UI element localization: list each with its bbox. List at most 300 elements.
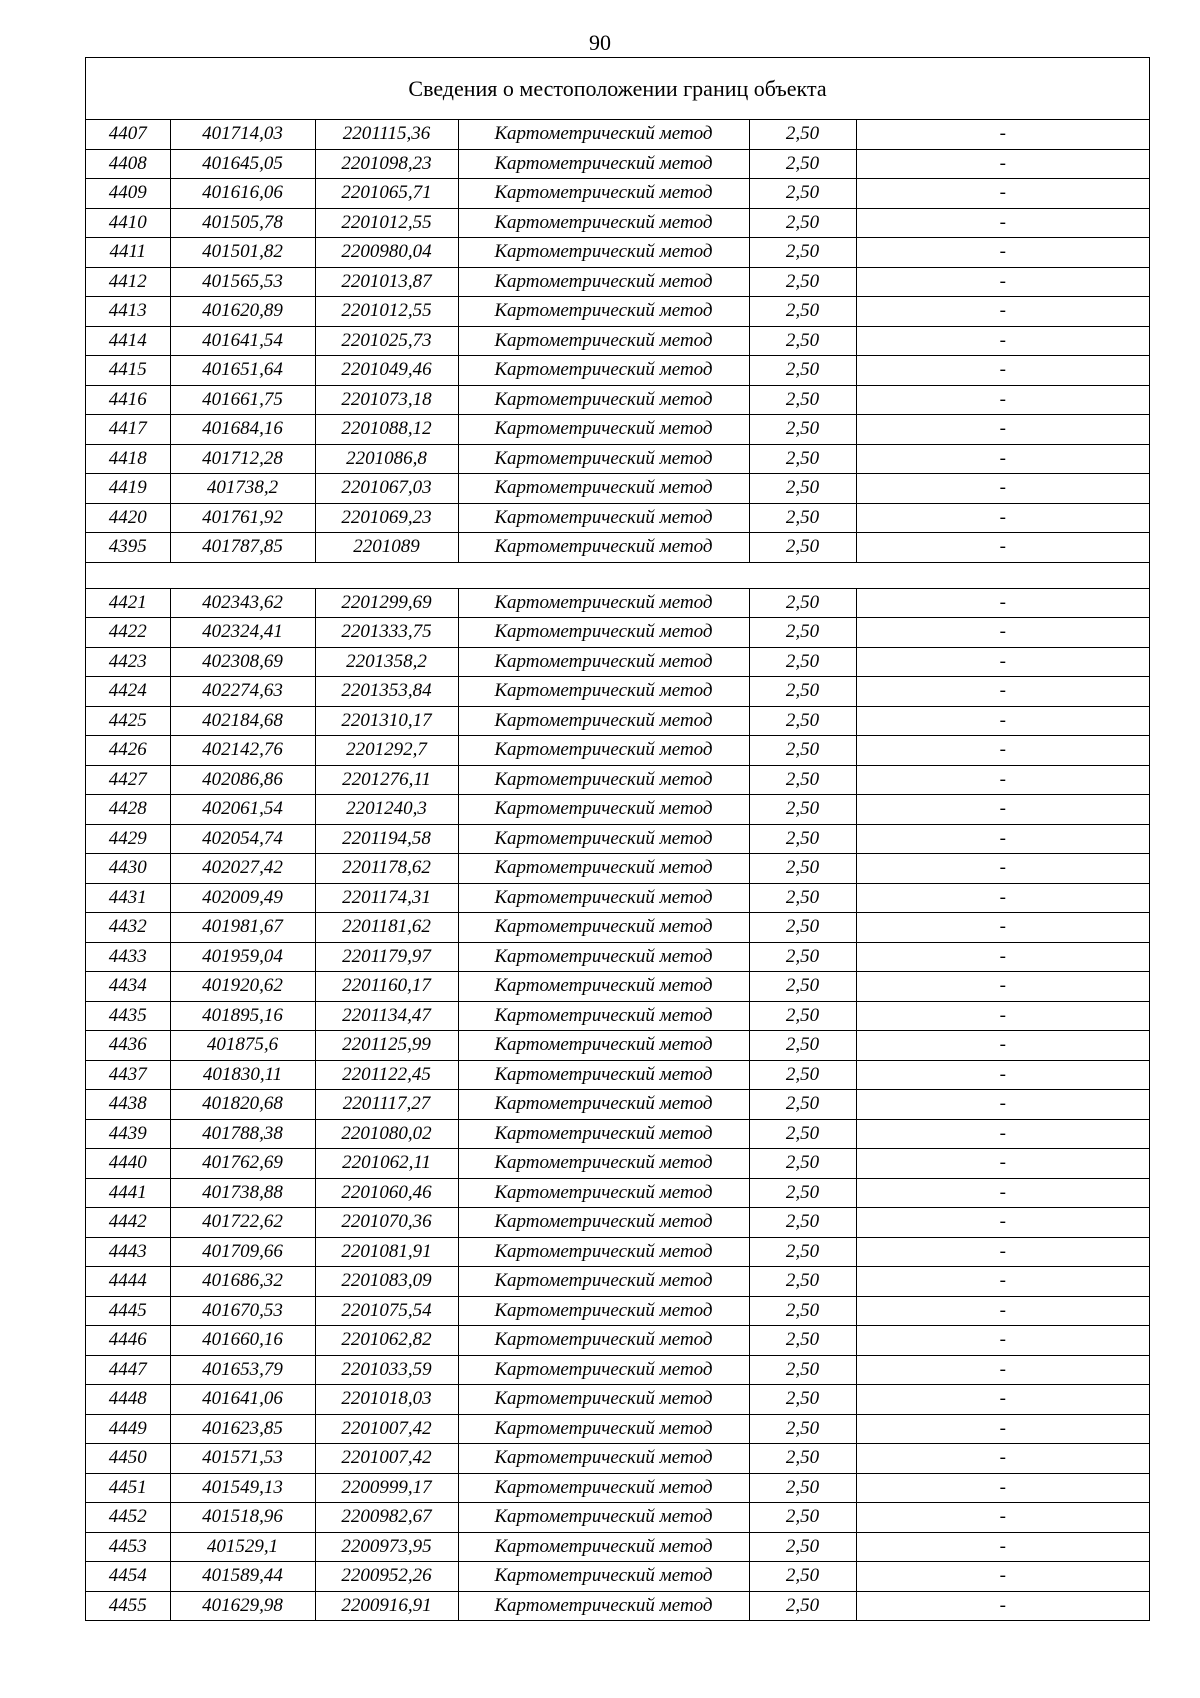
description-cell: - (856, 824, 1149, 854)
description-cell: - (856, 208, 1149, 238)
y-coordinate-cell: 2200980,04 (315, 238, 458, 268)
point-number-cell: 4428 (86, 795, 170, 825)
point-number-cell: 4452 (86, 1503, 170, 1533)
method-cell: Картометрический метод (458, 618, 749, 648)
y-coordinate-cell: 2201089 (315, 533, 458, 563)
x-coordinate-cell: 401518,96 (170, 1503, 315, 1533)
point-number-cell: 4417 (86, 415, 170, 445)
x-coordinate-cell: 401738,2 (170, 474, 315, 504)
x-coordinate-cell: 402274,63 (170, 677, 315, 707)
description-cell: - (856, 1090, 1149, 1120)
point-number-cell: 4445 (86, 1296, 170, 1326)
x-coordinate-cell: 401549,13 (170, 1473, 315, 1503)
accuracy-cell: 2,50 (749, 533, 856, 563)
table-row (86, 326, 1149, 356)
point-number-cell: 4423 (86, 647, 170, 677)
y-coordinate-cell: 2201134,47 (315, 1001, 458, 1031)
x-coordinate-cell: 401653,79 (170, 1355, 315, 1385)
description-cell: - (856, 385, 1149, 415)
y-coordinate-cell: 2200973,95 (315, 1532, 458, 1562)
table-row (86, 297, 1149, 327)
point-number-cell: 4408 (86, 149, 170, 179)
point-number-cell: 4427 (86, 765, 170, 795)
point-number-cell: 4412 (86, 267, 170, 297)
method-cell: Картометрический метод (458, 1532, 749, 1562)
table-row (86, 356, 1149, 386)
method-cell: Картометрический метод (458, 120, 749, 149)
point-number-cell: 4439 (86, 1119, 170, 1149)
method-cell: Картометрический метод (458, 1473, 749, 1503)
point-number-cell: 4410 (86, 208, 170, 238)
y-coordinate-cell: 2201069,23 (315, 503, 458, 533)
table-row (86, 267, 1149, 297)
table-row (86, 736, 1149, 766)
accuracy-cell: 2,50 (749, 1090, 856, 1120)
y-coordinate-cell: 2201276,11 (315, 765, 458, 795)
y-coordinate-cell: 2201073,18 (315, 385, 458, 415)
table-row (86, 913, 1149, 943)
accuracy-cell: 2,50 (749, 677, 856, 707)
method-cell: Картометрический метод (458, 533, 749, 563)
description-cell: - (856, 913, 1149, 943)
x-coordinate-cell: 401661,75 (170, 385, 315, 415)
table-row (86, 1473, 1149, 1503)
point-number-cell: 4441 (86, 1178, 170, 1208)
x-coordinate-cell: 401571,53 (170, 1444, 315, 1474)
y-coordinate-cell: 2201007,42 (315, 1444, 458, 1474)
accuracy-cell: 2,50 (749, 238, 856, 268)
description-cell: - (856, 1503, 1149, 1533)
point-number-cell: 4432 (86, 913, 170, 943)
y-coordinate-cell: 2201070,36 (315, 1208, 458, 1238)
table-row (86, 824, 1149, 854)
point-number-cell: 4434 (86, 972, 170, 1002)
accuracy-cell: 2,50 (749, 444, 856, 474)
accuracy-cell: 2,50 (749, 1414, 856, 1444)
method-cell: Картометрический метод (458, 706, 749, 736)
point-number-cell: 4425 (86, 706, 170, 736)
x-coordinate-cell: 401620,89 (170, 297, 315, 327)
y-coordinate-cell: 2201178,62 (315, 854, 458, 884)
method-cell: Картометрический метод (458, 1060, 749, 1090)
point-number-cell: 4433 (86, 942, 170, 972)
accuracy-cell: 2,50 (749, 913, 856, 943)
accuracy-cell: 2,50 (749, 1385, 856, 1415)
y-coordinate-cell: 2201012,55 (315, 208, 458, 238)
table-row (86, 1532, 1149, 1562)
y-coordinate-cell: 2201194,58 (315, 824, 458, 854)
method-cell: Картометрический метод (458, 149, 749, 179)
x-coordinate-cell: 401629,98 (170, 1591, 315, 1620)
accuracy-cell: 2,50 (749, 618, 856, 648)
point-number-cell: 4422 (86, 618, 170, 648)
accuracy-cell: 2,50 (749, 1444, 856, 1474)
y-coordinate-cell: 2201062,82 (315, 1326, 458, 1356)
table-row (86, 618, 1149, 648)
method-cell: Картометрический метод (458, 765, 749, 795)
method-cell: Картометрический метод (458, 854, 749, 884)
point-number-cell: 4421 (86, 588, 170, 618)
y-coordinate-cell: 2201012,55 (315, 297, 458, 327)
y-coordinate-cell: 2201067,03 (315, 474, 458, 504)
method-cell: Картометрический метод (458, 1267, 749, 1297)
x-coordinate-cell: 401959,04 (170, 942, 315, 972)
description-cell: - (856, 120, 1149, 149)
accuracy-cell: 2,50 (749, 297, 856, 327)
description-cell: - (856, 1444, 1149, 1474)
y-coordinate-cell: 2201086,8 (315, 444, 458, 474)
point-number-cell: 4418 (86, 444, 170, 474)
point-number-cell: 4416 (86, 385, 170, 415)
accuracy-cell: 2,50 (749, 1562, 856, 1592)
y-coordinate-cell: 2200952,26 (315, 1562, 458, 1592)
x-coordinate-cell: 402343,62 (170, 588, 315, 618)
accuracy-cell: 2,50 (749, 883, 856, 913)
accuracy-cell: 2,50 (749, 765, 856, 795)
accuracy-cell: 2,50 (749, 1149, 856, 1179)
method-cell: Картометрический метод (458, 356, 749, 386)
y-coordinate-cell: 2201160,17 (315, 972, 458, 1002)
point-number-cell: 4446 (86, 1326, 170, 1356)
description-cell: - (856, 1237, 1149, 1267)
point-number-cell: 4429 (86, 824, 170, 854)
point-number-cell: 4447 (86, 1355, 170, 1385)
point-number-cell: 4449 (86, 1414, 170, 1444)
y-coordinate-cell: 2201081,91 (315, 1237, 458, 1267)
method-cell: Картометрический метод (458, 415, 749, 445)
section-separator-cell (86, 562, 1149, 588)
description-cell: - (856, 1267, 1149, 1297)
accuracy-cell: 2,50 (749, 1473, 856, 1503)
description-cell: - (856, 1178, 1149, 1208)
y-coordinate-cell: 2201033,59 (315, 1355, 458, 1385)
description-cell: - (856, 179, 1149, 209)
table-row (86, 238, 1149, 268)
y-coordinate-cell: 2201117,27 (315, 1090, 458, 1120)
accuracy-cell: 2,50 (749, 415, 856, 445)
table-row (86, 533, 1149, 563)
method-cell: Картометрический метод (458, 1178, 749, 1208)
y-coordinate-cell: 2201181,62 (315, 913, 458, 943)
description-cell: - (856, 356, 1149, 386)
table-row (86, 1591, 1149, 1620)
description-cell: - (856, 444, 1149, 474)
boundary-table-sheet (85, 57, 1150, 1621)
method-cell: Картометрический метод (458, 1149, 749, 1179)
description-cell: - (856, 297, 1149, 327)
x-coordinate-cell: 402142,76 (170, 736, 315, 766)
table-row (86, 1208, 1149, 1238)
accuracy-cell: 2,50 (749, 1001, 856, 1031)
accuracy-cell: 2,50 (749, 1178, 856, 1208)
x-coordinate-cell: 401501,82 (170, 238, 315, 268)
table-row (86, 706, 1149, 736)
table-row (86, 385, 1149, 415)
point-number-cell: 4453 (86, 1532, 170, 1562)
x-coordinate-cell: 401616,06 (170, 179, 315, 209)
table-row (86, 1355, 1149, 1385)
x-coordinate-cell: 402009,49 (170, 883, 315, 913)
point-number-cell: 4455 (86, 1591, 170, 1620)
method-cell: Картометрический метод (458, 1591, 749, 1620)
x-coordinate-cell: 401565,53 (170, 267, 315, 297)
description-cell: - (856, 238, 1149, 268)
table-row (86, 765, 1149, 795)
x-coordinate-cell: 401589,44 (170, 1562, 315, 1592)
description-cell: - (856, 883, 1149, 913)
point-number-cell: 4438 (86, 1090, 170, 1120)
table-row (86, 474, 1149, 504)
y-coordinate-cell: 2201174,31 (315, 883, 458, 913)
y-coordinate-cell: 2201080,02 (315, 1119, 458, 1149)
y-coordinate-cell: 2201065,71 (315, 179, 458, 209)
x-coordinate-cell: 402308,69 (170, 647, 315, 677)
table-title: Сведения о местоположении границ объекта (86, 58, 1149, 120)
y-coordinate-cell: 2200982,67 (315, 1503, 458, 1533)
table-row (86, 503, 1149, 533)
x-coordinate-cell: 401895,16 (170, 1001, 315, 1031)
y-coordinate-cell: 2201122,45 (315, 1060, 458, 1090)
y-coordinate-cell: 2201292,7 (315, 736, 458, 766)
x-coordinate-cell: 401641,06 (170, 1385, 315, 1415)
description-cell: - (856, 503, 1149, 533)
x-coordinate-cell: 402086,86 (170, 765, 315, 795)
y-coordinate-cell: 2201125,99 (315, 1031, 458, 1061)
method-cell: Картометрический метод (458, 179, 749, 209)
point-number-cell: 4395 (86, 533, 170, 563)
x-coordinate-cell: 401722,62 (170, 1208, 315, 1238)
y-coordinate-cell: 2200916,91 (315, 1591, 458, 1620)
accuracy-cell: 2,50 (749, 854, 856, 884)
x-coordinate-cell: 401820,68 (170, 1090, 315, 1120)
description-cell: - (856, 1591, 1149, 1620)
description-cell: - (856, 1001, 1149, 1031)
table-row (86, 677, 1149, 707)
x-coordinate-cell: 401788,38 (170, 1119, 315, 1149)
method-cell: Картометрический метод (458, 736, 749, 766)
accuracy-cell: 2,50 (749, 356, 856, 386)
table-row (86, 647, 1149, 677)
accuracy-cell: 2,50 (749, 588, 856, 618)
point-number-cell: 4437 (86, 1060, 170, 1090)
section-separator-row (86, 562, 1149, 588)
accuracy-cell: 2,50 (749, 706, 856, 736)
table-row (86, 1503, 1149, 1533)
method-cell: Картометрический метод (458, 474, 749, 504)
point-number-cell: 4436 (86, 1031, 170, 1061)
table-row (86, 1001, 1149, 1031)
table-row (86, 179, 1149, 209)
x-coordinate-cell: 401505,78 (170, 208, 315, 238)
x-coordinate-cell: 402184,68 (170, 706, 315, 736)
accuracy-cell: 2,50 (749, 1503, 856, 1533)
accuracy-cell: 2,50 (749, 1532, 856, 1562)
x-coordinate-cell: 401641,54 (170, 326, 315, 356)
point-number-cell: 4454 (86, 1562, 170, 1592)
method-cell: Картометрический метод (458, 1444, 749, 1474)
method-cell: Картометрический метод (458, 795, 749, 825)
x-coordinate-cell: 401712,28 (170, 444, 315, 474)
x-coordinate-cell: 402054,74 (170, 824, 315, 854)
description-cell: - (856, 1326, 1149, 1356)
table-row (86, 588, 1149, 618)
x-coordinate-cell: 401762,69 (170, 1149, 315, 1179)
description-cell: - (856, 706, 1149, 736)
x-coordinate-cell: 401651,64 (170, 356, 315, 386)
table-row (86, 1178, 1149, 1208)
boundary-points-table (86, 120, 1149, 1620)
accuracy-cell: 2,50 (749, 824, 856, 854)
accuracy-cell: 2,50 (749, 385, 856, 415)
y-coordinate-cell: 2201083,09 (315, 1267, 458, 1297)
accuracy-cell: 2,50 (749, 208, 856, 238)
accuracy-cell: 2,50 (749, 503, 856, 533)
x-coordinate-cell: 401787,85 (170, 533, 315, 563)
description-cell: - (856, 795, 1149, 825)
table-row (86, 1444, 1149, 1474)
point-number-cell: 4424 (86, 677, 170, 707)
point-number-cell: 4430 (86, 854, 170, 884)
accuracy-cell: 2,50 (749, 1355, 856, 1385)
description-cell: - (856, 1208, 1149, 1238)
accuracy-cell: 2,50 (749, 1326, 856, 1356)
table-row (86, 208, 1149, 238)
description-cell: - (856, 415, 1149, 445)
method-cell: Картометрический метод (458, 588, 749, 618)
method-cell: Картометрический метод (458, 326, 749, 356)
description-cell: - (856, 267, 1149, 297)
description-cell: - (856, 1562, 1149, 1592)
x-coordinate-cell: 401875,6 (170, 1031, 315, 1061)
method-cell: Картометрический метод (458, 913, 749, 943)
point-number-cell: 4444 (86, 1267, 170, 1297)
description-cell: - (856, 1031, 1149, 1061)
accuracy-cell: 2,50 (749, 120, 856, 149)
point-number-cell: 4450 (86, 1444, 170, 1474)
y-coordinate-cell: 2201075,54 (315, 1296, 458, 1326)
table-row (86, 1149, 1149, 1179)
table-row (86, 1562, 1149, 1592)
method-cell: Картометрический метод (458, 1503, 749, 1533)
description-cell: - (856, 765, 1149, 795)
accuracy-cell: 2,50 (749, 179, 856, 209)
table-row (86, 1414, 1149, 1444)
point-number-cell: 4443 (86, 1237, 170, 1267)
x-coordinate-cell: 401738,88 (170, 1178, 315, 1208)
method-cell: Картометрический метод (458, 1355, 749, 1385)
y-coordinate-cell: 2201025,73 (315, 326, 458, 356)
method-cell: Картометрический метод (458, 208, 749, 238)
accuracy-cell: 2,50 (749, 1208, 856, 1238)
table-row (86, 1060, 1149, 1090)
point-number-cell: 4419 (86, 474, 170, 504)
description-cell: - (856, 854, 1149, 884)
point-number-cell: 4451 (86, 1473, 170, 1503)
y-coordinate-cell: 2201007,42 (315, 1414, 458, 1444)
method-cell: Картометрический метод (458, 503, 749, 533)
point-number-cell: 4411 (86, 238, 170, 268)
y-coordinate-cell: 2201115,36 (315, 120, 458, 149)
method-cell: Картометрический метод (458, 297, 749, 327)
table-row (86, 444, 1149, 474)
method-cell: Картометрический метод (458, 883, 749, 913)
accuracy-cell: 2,50 (749, 795, 856, 825)
table-row (86, 1296, 1149, 1326)
method-cell: Картометрический метод (458, 1237, 749, 1267)
point-number-cell: 4414 (86, 326, 170, 356)
table-row (86, 1119, 1149, 1149)
method-cell: Картометрический метод (458, 238, 749, 268)
method-cell: Картометрический метод (458, 647, 749, 677)
x-coordinate-cell: 401920,62 (170, 972, 315, 1002)
table-row (86, 972, 1149, 1002)
method-cell: Картометрический метод (458, 1090, 749, 1120)
y-coordinate-cell: 2201062,11 (315, 1149, 458, 1179)
method-cell: Картометрический метод (458, 1562, 749, 1592)
y-coordinate-cell: 2201088,12 (315, 415, 458, 445)
x-coordinate-cell: 401670,53 (170, 1296, 315, 1326)
accuracy-cell: 2,50 (749, 267, 856, 297)
y-coordinate-cell: 2201310,17 (315, 706, 458, 736)
x-coordinate-cell: 401529,1 (170, 1532, 315, 1562)
point-number-cell: 4448 (86, 1385, 170, 1415)
method-cell: Картометрический метод (458, 1385, 749, 1415)
description-cell: - (856, 736, 1149, 766)
description-cell: - (856, 1532, 1149, 1562)
description-cell: - (856, 1296, 1149, 1326)
y-coordinate-cell: 2201179,97 (315, 942, 458, 972)
description-cell: - (856, 326, 1149, 356)
description-cell: - (856, 588, 1149, 618)
method-cell: Картометрический метод (458, 824, 749, 854)
description-cell: - (856, 972, 1149, 1002)
y-coordinate-cell: 2201060,46 (315, 1178, 458, 1208)
description-cell: - (856, 533, 1149, 563)
y-coordinate-cell: 2201358,2 (315, 647, 458, 677)
method-cell: Картометрический метод (458, 942, 749, 972)
accuracy-cell: 2,50 (749, 1060, 856, 1090)
y-coordinate-cell: 2201299,69 (315, 588, 458, 618)
y-coordinate-cell: 2201098,23 (315, 149, 458, 179)
method-cell: Картометрический метод (458, 972, 749, 1002)
accuracy-cell: 2,50 (749, 972, 856, 1002)
point-number-cell: 4415 (86, 356, 170, 386)
description-cell: - (856, 1473, 1149, 1503)
table-row (86, 854, 1149, 884)
x-coordinate-cell: 402061,54 (170, 795, 315, 825)
x-coordinate-cell: 401686,32 (170, 1267, 315, 1297)
table-row (86, 1326, 1149, 1356)
description-cell: - (856, 1355, 1149, 1385)
y-coordinate-cell: 2201049,46 (315, 356, 458, 386)
table-row (86, 149, 1149, 179)
table-row (86, 1385, 1149, 1415)
x-coordinate-cell: 402324,41 (170, 618, 315, 648)
description-cell: - (856, 1060, 1149, 1090)
point-number-cell: 4435 (86, 1001, 170, 1031)
x-coordinate-cell: 401623,85 (170, 1414, 315, 1444)
accuracy-cell: 2,50 (749, 1119, 856, 1149)
x-coordinate-cell: 401684,16 (170, 415, 315, 445)
table-row (86, 1267, 1149, 1297)
y-coordinate-cell: 2201013,87 (315, 267, 458, 297)
x-coordinate-cell: 401981,67 (170, 913, 315, 943)
table-row (86, 415, 1149, 445)
method-cell: Картометрический метод (458, 444, 749, 474)
accuracy-cell: 2,50 (749, 736, 856, 766)
description-cell: - (856, 647, 1149, 677)
accuracy-cell: 2,50 (749, 1591, 856, 1620)
